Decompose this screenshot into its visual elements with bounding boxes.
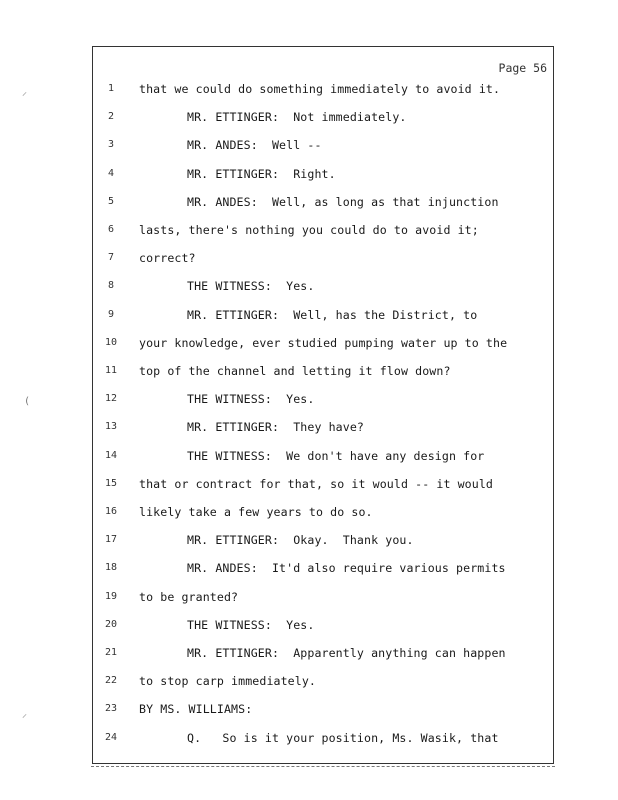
line-number: 1: [107, 83, 115, 94]
line-number: 8: [107, 280, 115, 292]
line-number: 21: [104, 647, 118, 658]
line-number: 22: [104, 675, 118, 687]
line-number: 10: [104, 336, 118, 348]
line-text: top of the channel and letting it flow down?: [139, 364, 451, 378]
transcript-line: [93, 135, 553, 155]
line-number: 9: [107, 308, 115, 320]
transcript-line: [93, 389, 553, 409]
transcript-line: [93, 192, 553, 212]
line-number: 6: [107, 224, 115, 235]
line-number: 23: [104, 703, 118, 715]
line-text: that or contract for that, so it would -- it would: [139, 476, 494, 491]
margin-mark-top: ⸝: [22, 87, 27, 98]
line-number: 20: [104, 618, 118, 630]
line-text: Q. So is it your position, Ms. Wasik, that: [187, 730, 499, 745]
line-text: correct?: [139, 251, 196, 266]
line-text: MR. ANDES: Well --: [187, 138, 322, 153]
line-number: 24: [104, 731, 118, 743]
line-number: 4: [107, 167, 115, 179]
line-text: THE WITNESS: Yes.: [187, 279, 315, 294]
transcript-line: [93, 361, 553, 381]
line-text: THE WITNESS: We don't have any design for: [187, 448, 485, 463]
line-text: that we could do something immediately to avoid it.: [139, 82, 501, 96]
line-number: 11: [104, 365, 118, 376]
line-text: to stop carp immediately.: [139, 674, 317, 689]
line-number: 16: [104, 506, 118, 517]
transcript-line: [93, 417, 553, 437]
transcript-line: [93, 276, 553, 296]
transcript-line: [93, 474, 553, 494]
line-number: 2: [107, 111, 115, 123]
line-text: MR. ANDES: It'd also require various permits: [187, 561, 506, 576]
line-number: 5: [107, 195, 115, 207]
transcript-line: [93, 305, 553, 325]
transcript-line: [93, 587, 553, 607]
transcript-line: [93, 333, 553, 353]
line-number: 3: [107, 139, 115, 151]
transcript-line: [93, 220, 553, 240]
transcript-line: [93, 248, 553, 268]
transcript-line: [93, 671, 553, 691]
line-text: MR. ETTINGER: Well, has the District, to: [187, 307, 478, 322]
line-text: to be granted?: [139, 589, 239, 604]
transcript-line: [93, 164, 553, 184]
line-text: BY MS. WILLIAMS:: [139, 702, 253, 717]
line-number: 13: [104, 421, 118, 433]
line-number: 19: [104, 590, 118, 602]
line-text: MR. ETTINGER: Not immediately.: [187, 110, 407, 125]
transcript-line: [93, 728, 553, 748]
margin-mark-middle: (: [24, 396, 31, 407]
line-text: MR. ANDES: Well, as long as that injunction: [187, 194, 499, 209]
transcript-line: [93, 643, 553, 663]
transcript-line: [93, 558, 553, 578]
line-number: 7: [107, 252, 115, 264]
line-text: THE WITNESS: Yes.: [187, 617, 315, 632]
transcript-line: [93, 446, 553, 466]
transcript-line: [93, 502, 553, 522]
line-text: MR. ETTINGER: Right.: [187, 166, 336, 181]
line-text: THE WITNESS: Yes.: [187, 392, 315, 407]
line-text: MR. ETTINGER: They have?: [187, 420, 365, 435]
transcript-line: [93, 615, 553, 635]
line-number: 14: [104, 449, 118, 461]
line-text: MR. ETTINGER: Okay. Thank you.: [187, 533, 414, 548]
line-text: your knowledge, ever studied pumping water up to the: [139, 335, 508, 350]
page-number: Page 56: [498, 61, 547, 75]
line-text: likely take a few years to do so.: [139, 505, 373, 519]
margin-mark-bottom: ⸝: [22, 709, 27, 720]
transcript-line: [93, 79, 553, 99]
line-text: lasts, there's nothing you could do to avoid it;: [139, 223, 479, 237]
transcript-line: [93, 699, 553, 719]
transcript-line: [93, 530, 553, 550]
line-text: MR. ETTINGER: Apparently anything can happen: [187, 646, 506, 660]
line-number: 15: [104, 477, 118, 489]
transcript-line: [93, 107, 553, 127]
line-number: 17: [104, 534, 118, 546]
line-number: 18: [104, 562, 118, 574]
line-number: 12: [104, 393, 118, 405]
transcript-page: [92, 46, 554, 764]
